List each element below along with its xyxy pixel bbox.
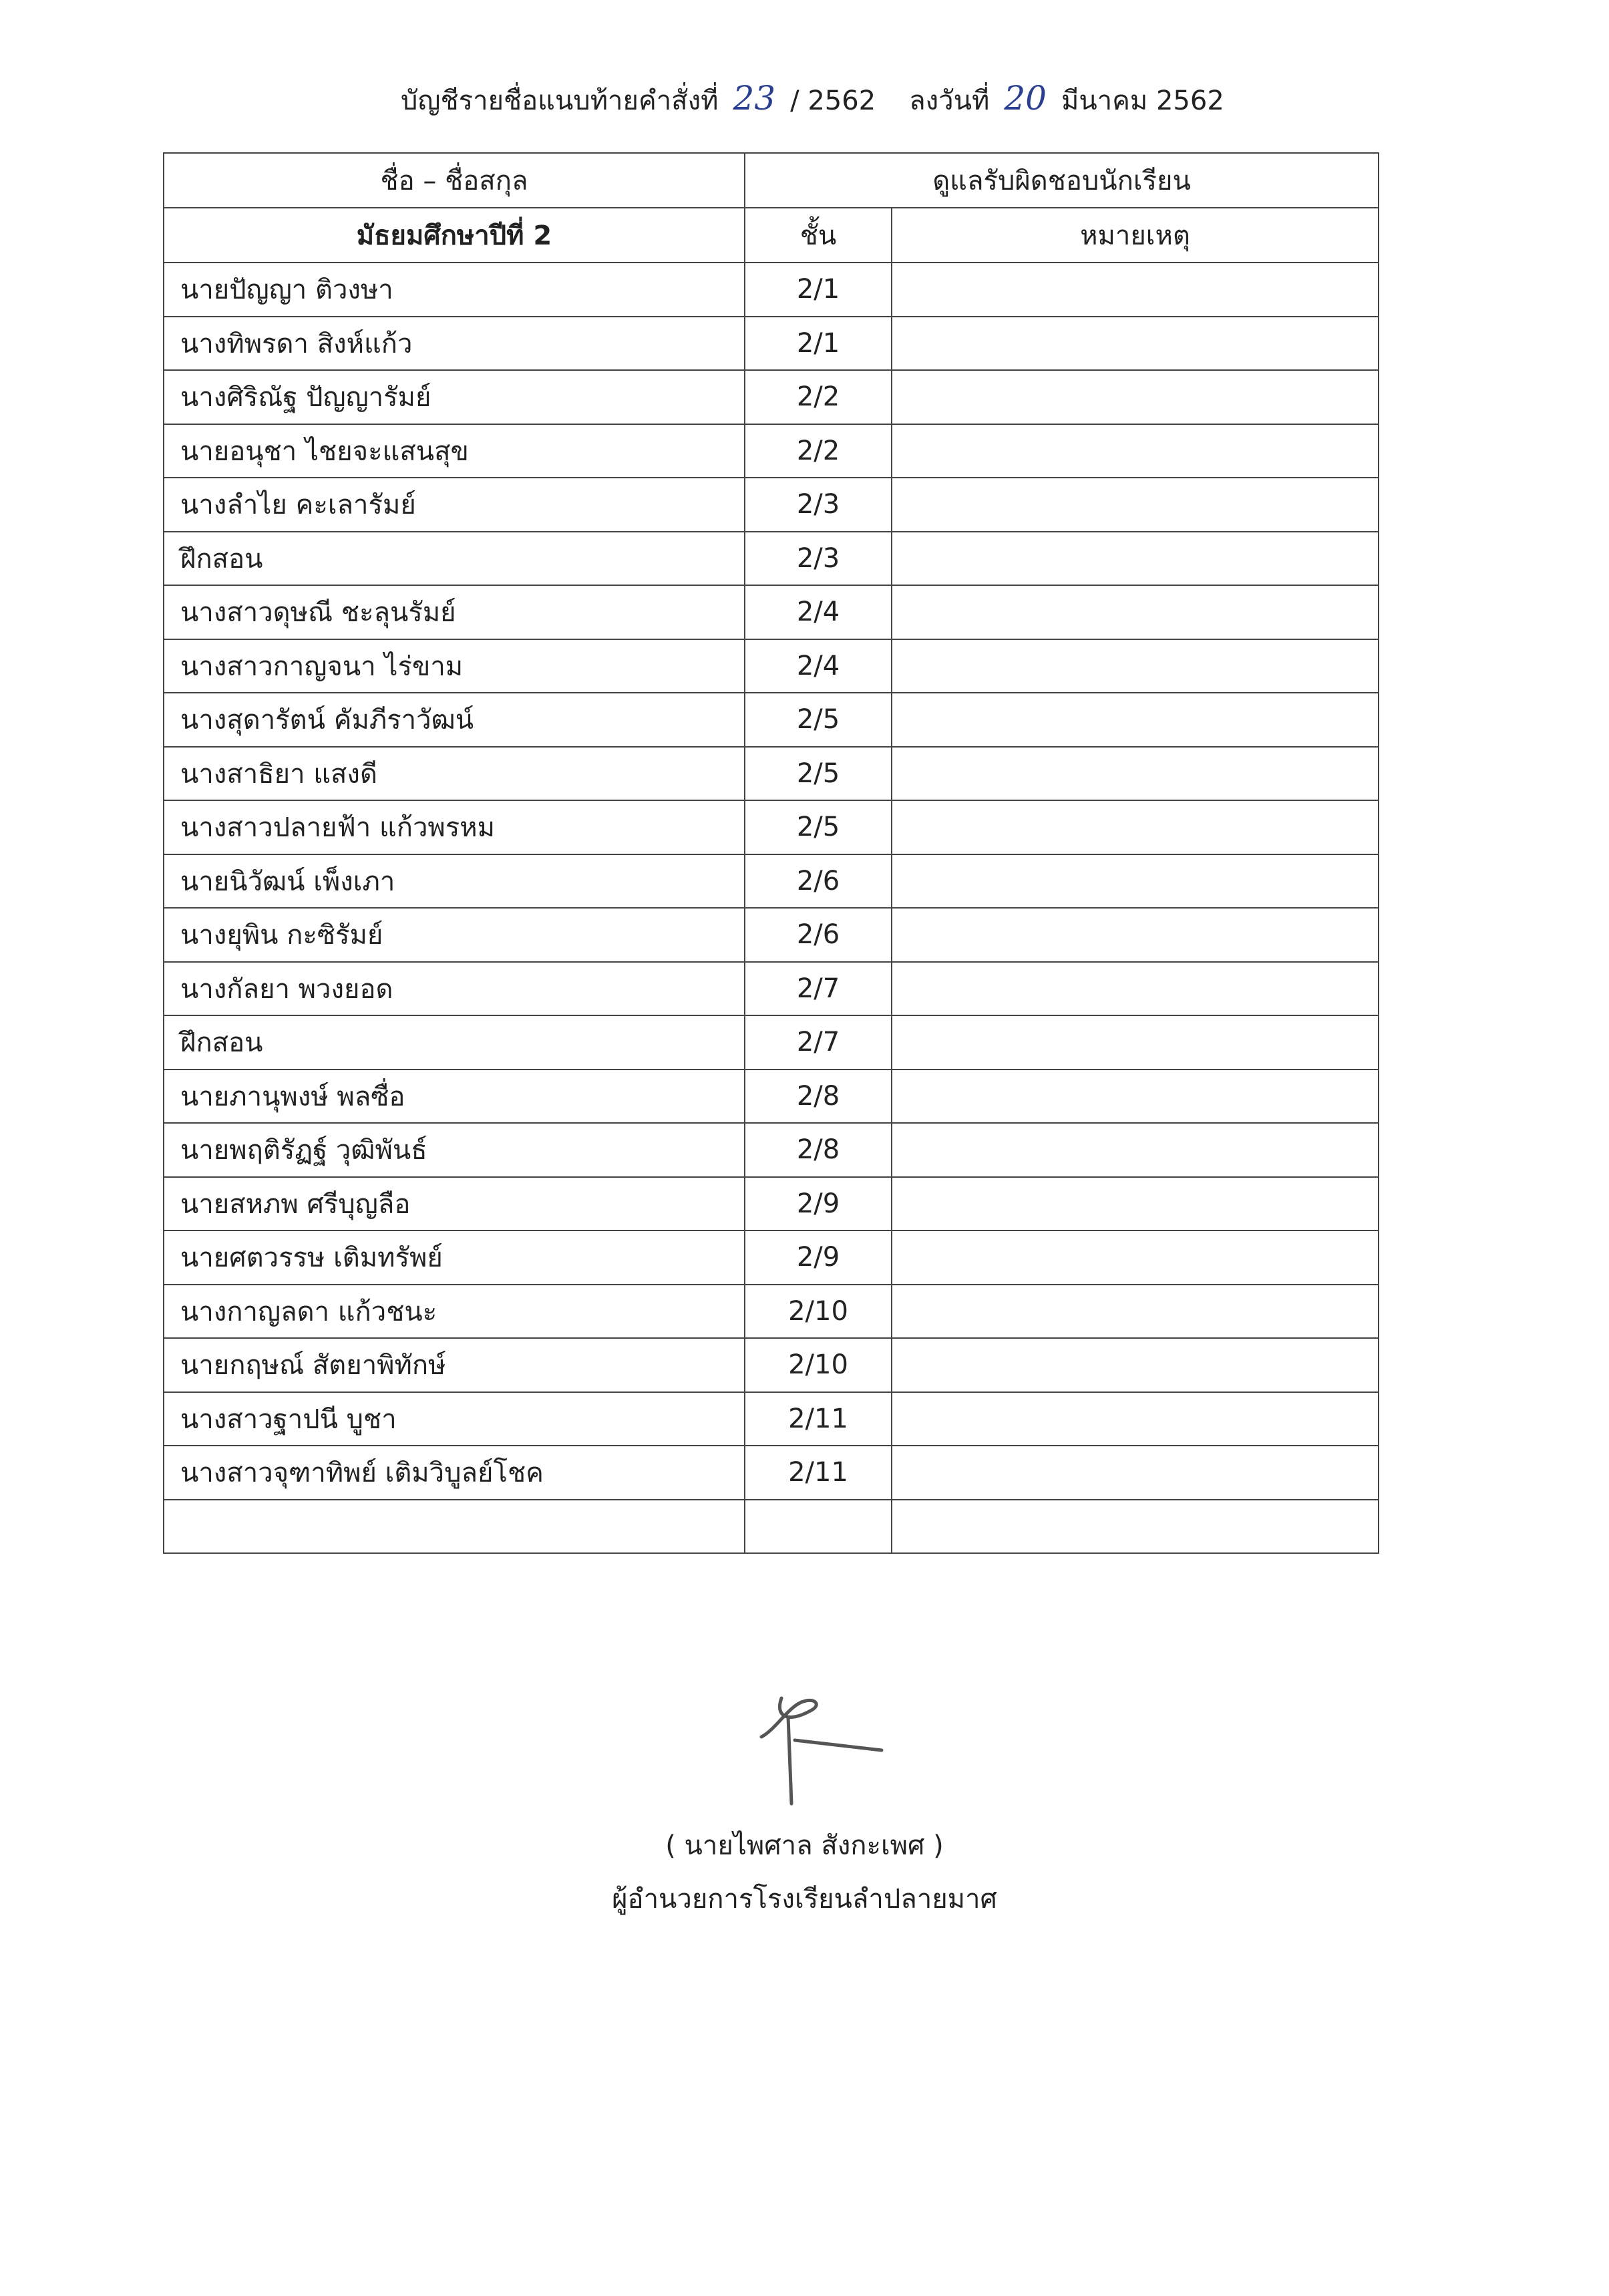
table-row xyxy=(164,1177,1379,1231)
table-row xyxy=(164,639,1379,693)
row-name-cell: ฝึกสอน xyxy=(164,1015,745,1070)
row-name-cell: นางสุดารัตน์ คัมภีราวัฒน์ xyxy=(164,693,745,747)
table-row xyxy=(164,1231,1379,1285)
row-note-cell xyxy=(892,1338,1379,1392)
row-class-cell: 2/5 xyxy=(745,747,892,801)
table-row xyxy=(164,1285,1379,1339)
row-name-cell xyxy=(164,1500,745,1554)
row-class-cell: 2/2 xyxy=(745,370,892,424)
col-class-header: ชั้น xyxy=(745,208,892,263)
row-note-cell xyxy=(892,800,1379,854)
row-class-cell: 2/6 xyxy=(745,908,892,962)
row-note-cell xyxy=(892,747,1379,801)
row-note-cell xyxy=(892,1231,1379,1285)
row-class-cell: 2/3 xyxy=(745,532,892,586)
col-responsibility-header: ดูแลรับผิดชอบนักเรียน xyxy=(745,153,1379,208)
row-class-cell: 2/8 xyxy=(745,1070,892,1124)
row-name-cell: นายพฤติรัฏฐ์ วุฒิพันธ์ xyxy=(164,1123,745,1177)
title-prefix: บัญชีรายชื่อแนบท้ายคำสั่งที่ xyxy=(401,86,719,116)
level-header: มัธยมศึกษาปีที่ 2 xyxy=(164,208,745,263)
row-class-cell xyxy=(745,1500,892,1554)
row-note-cell xyxy=(892,424,1379,478)
month-year: มีนาคม 2562 xyxy=(1061,86,1224,116)
table-row xyxy=(164,693,1379,747)
table-row xyxy=(164,854,1379,909)
row-name-cell: นางกาญลดา แก้วชนะ xyxy=(164,1285,745,1339)
table-row xyxy=(164,1446,1379,1500)
row-name-cell: นางศิริณัฐ ปัญญารัมย์ xyxy=(164,370,745,424)
row-note-cell xyxy=(892,854,1379,909)
table-row xyxy=(164,1070,1379,1124)
row-class-cell: 2/9 xyxy=(745,1231,892,1285)
row-note-cell xyxy=(892,1446,1379,1500)
row-class-cell: 2/7 xyxy=(745,1015,892,1070)
row-name-cell: นางสาวปลายฟ้า แก้วพรหม xyxy=(164,800,745,854)
row-name-cell: นายภานุพงษ์ พลซื่อ xyxy=(164,1070,745,1124)
table-row xyxy=(164,1500,1379,1554)
row-class-cell: 2/5 xyxy=(745,693,892,747)
row-note-cell xyxy=(892,1392,1379,1446)
table-row xyxy=(164,1123,1379,1177)
row-class-cell: 2/11 xyxy=(745,1446,892,1500)
row-name-cell: นางสาวกาญจนา ไร่ขาม xyxy=(164,639,745,693)
table-row xyxy=(164,370,1379,424)
table-row xyxy=(164,1338,1379,1392)
table-row xyxy=(164,908,1379,962)
row-note-cell xyxy=(892,478,1379,532)
signatory-position: ผู้อำนวยการโรงเรียนลำปลายมาศ xyxy=(612,1884,997,1915)
table-row xyxy=(164,424,1379,478)
row-class-cell: 2/4 xyxy=(745,585,892,639)
row-class-cell: 2/8 xyxy=(745,1123,892,1177)
row-name-cell: นายอนุชา ไชยจะแสนสุข xyxy=(164,424,745,478)
row-name-cell: นายศตวรรษ เติมทรัพย์ xyxy=(164,1231,745,1285)
row-class-cell: 2/2 xyxy=(745,424,892,478)
row-note-cell xyxy=(892,1123,1379,1177)
table-row xyxy=(164,263,1379,317)
row-name-cell: นางกัลยา พวงยอด xyxy=(164,962,745,1016)
table-row xyxy=(164,317,1379,371)
signatory-name: ( นายไพศาล สังกะเพศ ) xyxy=(665,1830,944,1861)
row-name-cell: นางลำไย คะเลารัมย์ xyxy=(164,478,745,532)
row-note-cell xyxy=(892,1070,1379,1124)
row-note-cell xyxy=(892,1285,1379,1339)
table-row xyxy=(164,962,1379,1016)
table-row xyxy=(164,1015,1379,1070)
order-year: / 2562 xyxy=(790,86,876,116)
row-class-cell: 2/7 xyxy=(745,962,892,1016)
table-row xyxy=(164,585,1379,639)
row-name-cell: นายสหภพ ศรีบุญลือ xyxy=(164,1177,745,1231)
row-name-cell: นางสาวจุฑาทิพย์ เติมวิบูลย์โชค xyxy=(164,1446,745,1500)
row-class-cell: 2/3 xyxy=(745,478,892,532)
col-note-header: หมายเหตุ xyxy=(892,208,1379,263)
row-note-cell xyxy=(892,263,1379,317)
order-number-handwritten: 23 xyxy=(733,79,776,118)
row-class-cell: 2/10 xyxy=(745,1338,892,1392)
row-class-cell: 2/1 xyxy=(745,317,892,371)
row-note-cell xyxy=(892,908,1379,962)
row-note-cell xyxy=(892,1500,1379,1554)
row-name-cell: นางยุพิน กะซิรัมย์ xyxy=(164,908,745,962)
table-row xyxy=(164,747,1379,801)
row-class-cell: 2/4 xyxy=(745,639,892,693)
row-name-cell: นายกฤษณ์ สัตยาพิทักษ์ xyxy=(164,1338,745,1392)
table-row xyxy=(164,800,1379,854)
row-note-cell xyxy=(892,639,1379,693)
row-class-cell: 2/6 xyxy=(745,854,892,909)
row-class-cell: 2/5 xyxy=(745,800,892,854)
row-name-cell: นายปัญญา ติวงษา xyxy=(164,263,745,317)
row-note-cell xyxy=(892,532,1379,586)
table-row xyxy=(164,532,1379,586)
table-row xyxy=(164,1392,1379,1446)
row-note-cell xyxy=(892,693,1379,747)
row-note-cell xyxy=(892,1177,1379,1231)
header-row-2 xyxy=(164,208,1379,263)
header-row-1 xyxy=(164,153,1379,208)
row-name-cell: นางสาวฐาปนี บูชา xyxy=(164,1392,745,1446)
row-name-cell: นายนิวัฒน์ เพ็งเภา xyxy=(164,854,745,909)
row-note-cell xyxy=(892,370,1379,424)
row-note-cell xyxy=(892,585,1379,639)
document-title xyxy=(401,79,1269,126)
row-name-cell: นางสาธิยา แสงดี xyxy=(164,747,745,801)
row-note-cell xyxy=(892,962,1379,1016)
row-name-cell: นางสาวดุษณี ชะลุนรัมย์ xyxy=(164,585,745,639)
signature-mark xyxy=(748,1690,895,1810)
roster-table xyxy=(163,152,1379,1554)
day-handwritten: 20 xyxy=(1004,79,1047,118)
table-row xyxy=(164,478,1379,532)
col-name-header: ชื่อ – ชื่อสกุล xyxy=(164,153,745,208)
date-label: ลงวันที่ xyxy=(909,86,990,116)
row-class-cell: 2/9 xyxy=(745,1177,892,1231)
row-class-cell: 2/11 xyxy=(745,1392,892,1446)
row-class-cell: 2/10 xyxy=(745,1285,892,1339)
row-note-cell xyxy=(892,1015,1379,1070)
row-class-cell: 2/1 xyxy=(745,263,892,317)
row-name-cell: ฝึกสอน xyxy=(164,532,745,586)
roster-table-wrapper xyxy=(163,152,1378,1554)
row-note-cell xyxy=(892,317,1379,371)
row-name-cell: นางทิพรดา สิงห์แก้ว xyxy=(164,317,745,371)
